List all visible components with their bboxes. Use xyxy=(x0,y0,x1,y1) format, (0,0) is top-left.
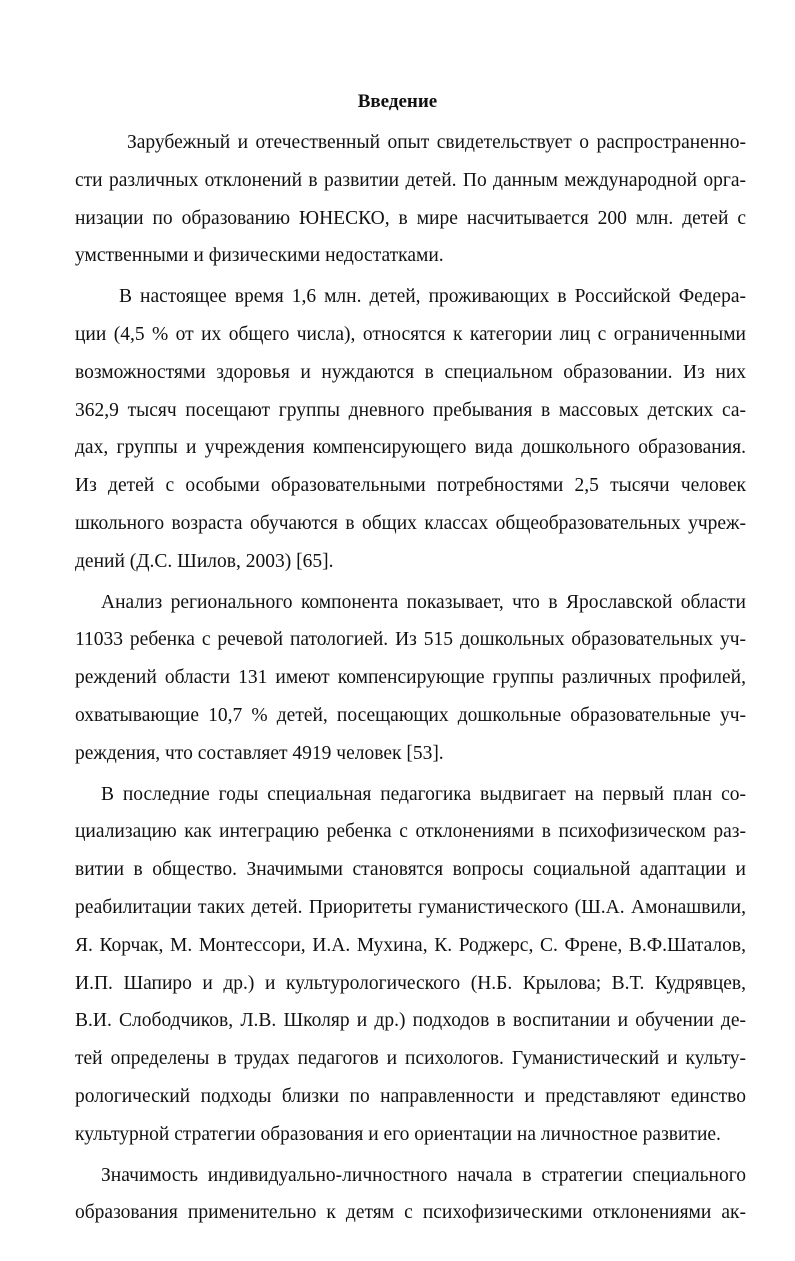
text-line: циализацию как интеграцию ребенка с отклонениями в психофизическом раз- xyxy=(75,821,746,843)
text-line: 11033 ребенка с речевой патологией. Из 515 дошкольных образовательных уч- xyxy=(75,629,746,651)
text-line: дений (Д.С. Шилов, 2003) [65]. xyxy=(75,550,334,572)
text-line: Я. Корчак, М. Монтессори, И.А. Мухина, К. Роджерс, С. Френе, В.Ф.Шаталов, xyxy=(75,934,746,956)
text-line: витии в общество. Значимыми становятся вопросы социальной адаптации и xyxy=(75,859,746,881)
text-line: Зарубежный и отечественный опыт свидетельствует о распространенно- xyxy=(127,132,746,153)
text-line: ции (4,5 % от их общего числа), относятся к категории лиц с ограниченными xyxy=(75,323,746,345)
text-line: школьного возраста обучаются в общих классах общеобразовательных учреж- xyxy=(75,512,746,534)
text-line: В настоящее время 1,6 млн. детей, проживающих в Российской Федера- xyxy=(119,286,746,308)
text-line: образования применительно к детям с психофизическими отклонениями ак- xyxy=(75,1202,746,1224)
text-line: реждения, что составляет 4919 человек [53]. xyxy=(75,742,444,764)
text-line: Из детей с особыми образовательными потребностями 2,5 тысячи человек xyxy=(75,475,746,497)
text-line: культурной стратегии образования и его ориентации на личностное развитие. xyxy=(75,1123,721,1145)
text-line: охватывающие 10,7 % детей, посещающих дошкольные образовательные уч- xyxy=(75,704,746,726)
text-line: Анализ регионального компонента показывает, что в Ярославской области xyxy=(101,591,746,613)
text-line: реждений области 131 имеют компенсирующие группы различных профилей, xyxy=(75,667,746,689)
text-line: рологический подходы близки по направленности и представляют единство xyxy=(75,1085,746,1107)
text-line: И.П. Шапиро и др.) и культурологического (Н.Б. Крылова; В.Т. Кудрявцев, xyxy=(75,972,746,994)
text-line: реабилитации таких детей. Приоритеты гуманистического (Ш.А. Амонашвили, xyxy=(75,896,746,918)
text-line: сти различных отклонений в развитии детей. По данным международной орга- xyxy=(75,169,746,191)
paragraph xyxy=(75,584,746,773)
section-title: Введение xyxy=(357,91,438,112)
text-line: умственными и физическими недостатками. xyxy=(75,245,444,267)
text-line: Значимость индивидуально-личностного начала в стратегии специального xyxy=(101,1164,746,1186)
text-line: возможностями здоровья и нуждаются в специальном образовании. Из них xyxy=(75,361,746,383)
text-line: тей определены в трудах педагогов и психологов. Гуманистический и культу- xyxy=(75,1048,746,1070)
text-line: В последние годы специальная педагогика выдвигает на первый план со- xyxy=(101,783,746,805)
text-line: В.И. Слободчиков, Л.В. Школяр и др.) подходов в воспитании и обучении де- xyxy=(75,1010,746,1032)
paragraph xyxy=(75,124,746,275)
document-body xyxy=(75,124,746,1235)
text-line: низации по образованию ЮНЕСКО, в мире насчитывается 200 млн. детей с xyxy=(75,207,746,229)
text-line: 362,9 тысяч посещают группы дневного пребывания в массовых детских са- xyxy=(75,399,746,421)
paragraph xyxy=(75,278,746,580)
text-line: дах, группы и учреждения компенсирующего вида дошкольного образования. xyxy=(75,437,746,459)
paragraph xyxy=(75,1157,746,1233)
paragraph xyxy=(75,776,746,1154)
